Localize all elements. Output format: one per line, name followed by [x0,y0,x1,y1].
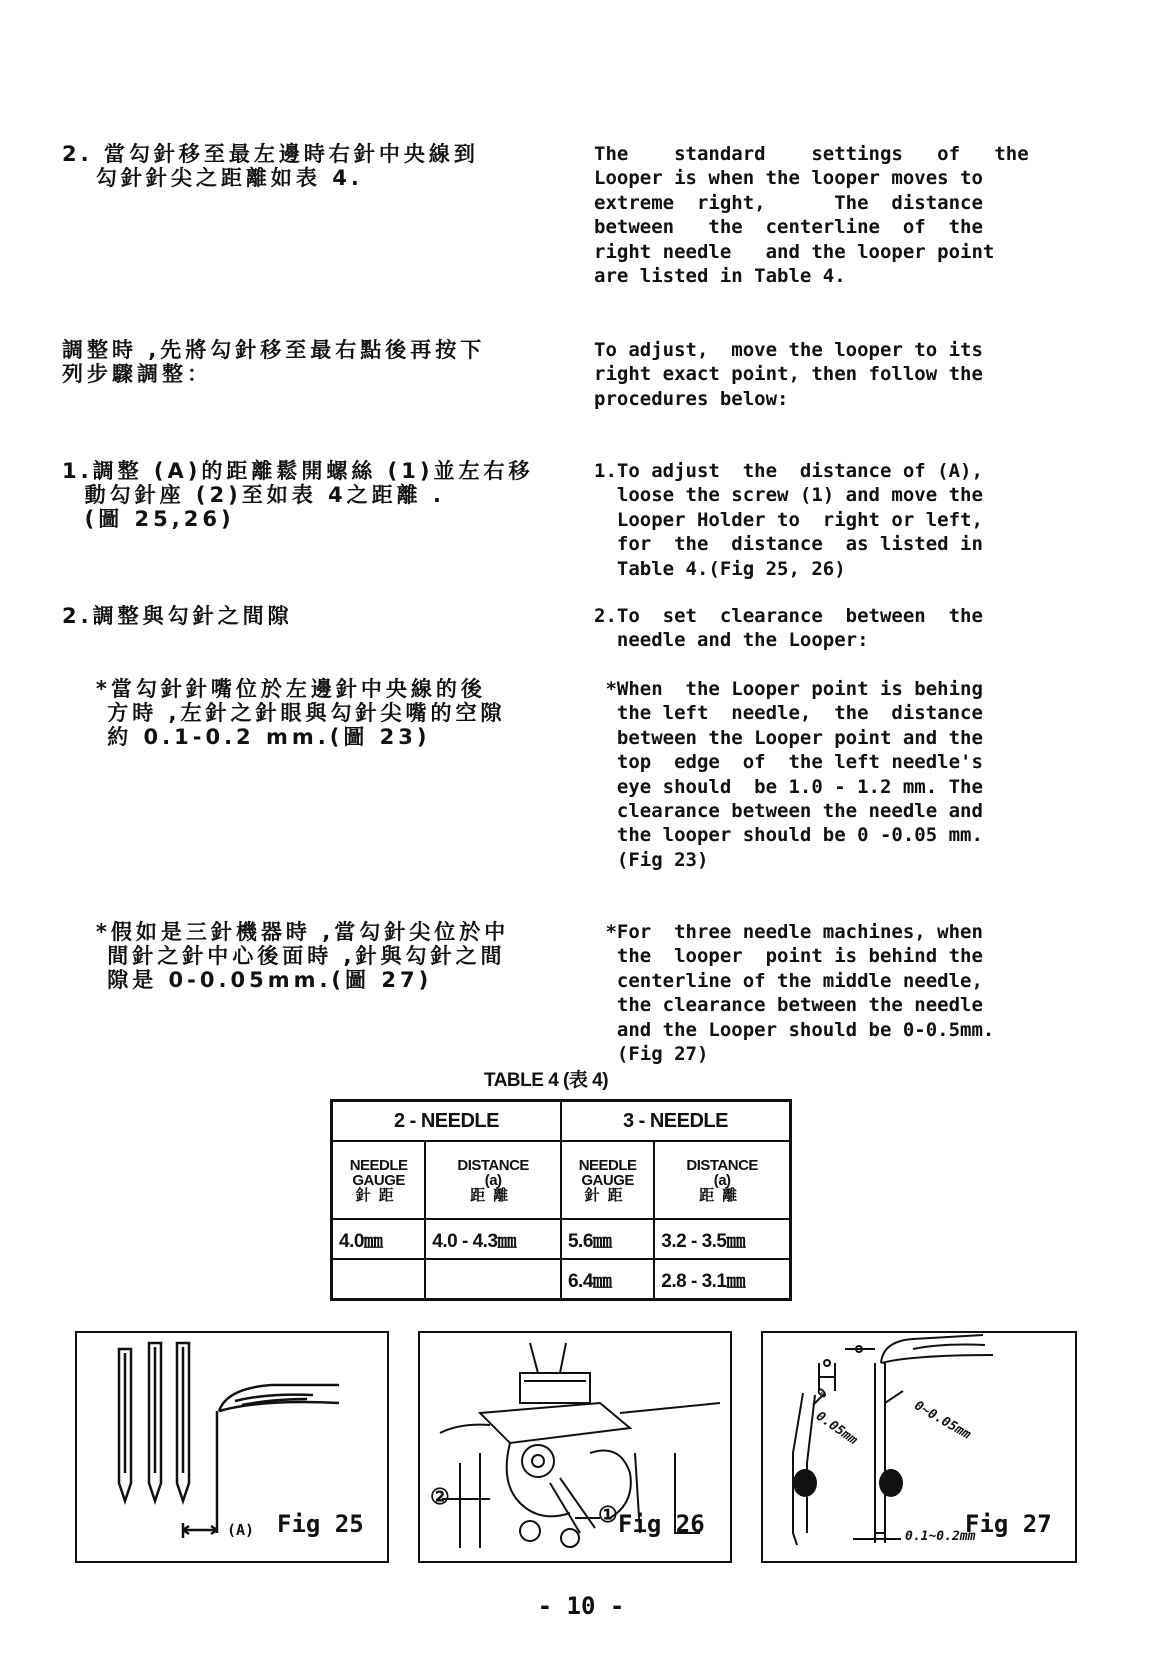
cell-distance-2 [425,1259,561,1300]
fig-26-marker-1: ① [598,1503,618,1528]
fig-25-marker-a: (A) [227,1521,255,1539]
cell-distance-3: 2.8 - 3.1㎜ [654,1259,790,1300]
section-5-en: *When the Looper point is behing the left needle, the distance between the Looper point and the top edge of the left needle's eye should be 1.0 - 1.2 mm. The clearance between the needle and the looper should be 0 -0.05 mm. (Fig 23) [605,678,983,871]
fig-27-label: Fig 27 [965,1510,1052,1538]
header-distance-3: DISTANCE (a) 距離 [654,1141,790,1219]
table-row [332,1259,791,1300]
section-3-zh: 1.調整 (A)的距離鬆開螺絲 (1)並左右移 動勾針座 (2)至如表 4之距離 . (圖 25,26) [62,459,534,531]
section-1-en: The standard settings of the Looper is when the looper moves to extreme right, The distance between the centerline of the right needle and the looper point are listed in Table 4. [594,143,1029,288]
section-5-zh: *當勾針針嘴位於左邊針中央線的後 方時 ,左針之針眼與勾針尖嘴的空隙 約 0.1-0.2 mm.(圖 23) [95,677,506,749]
group-header-2-needle: 2 - NEEDLE [332,1101,561,1142]
fig-27-dim-right: 0~0.05mm [911,1398,974,1443]
cell-gauge-3: 5.6㎜ [561,1219,654,1259]
fig-27-dim-left: 0.05mm [812,1408,861,1449]
cell-distance-2: 4.0 - 4.3㎜ [425,1219,561,1259]
table-caption: TABLE 4 (表 4) [484,1070,609,1091]
cell-gauge-2 [332,1259,426,1300]
header-needle-gauge-3: NEEDLE GAUGE 針距 [561,1141,654,1219]
group-header-3-needle: 3 - NEEDLE [561,1101,791,1142]
cell-distance-3: 3.2 - 3.5㎜ [654,1219,790,1259]
table-row [332,1219,791,1259]
section-2-zh: 調整時 ,先將勾針移至最右點後再按下 列步驟調整： [62,338,486,386]
table-4 [330,1099,792,1301]
cell-gauge-3: 6.4㎜ [561,1259,654,1300]
section-6-en: *For three needle machines, when the looper point is behind the centerline of the middle needle, the clearance between the needle and the Looper should be 0-0.5mm. (Fig 27) [605,921,995,1066]
section-2-en: To adjust, move the looper to its right exact point, then follow the procedures below: [594,339,983,410]
figure-26 [418,1331,732,1563]
fig-26-marker-2: ② [430,1485,450,1510]
section-4-zh: 2.調整與勾針之間隙 [62,604,293,628]
fig-27-dim-bottom: 0.1~0.2mm [905,1529,976,1544]
section-3-en: 1.To adjust the distance of (A), loose the screw (1) and move the Looper Holder to right or left, for the distance as listed in Table 4.(Fig 25, 26) [594,460,983,580]
header-needle-gauge-2: NEEDLE GAUGE 針距 [332,1141,426,1219]
section-1-zh: 2. 當勾針移至最左邊時右針中央線到 勾針針尖之距離如表 4. [62,142,479,190]
fig-26-label: Fig 26 [618,1510,705,1538]
figure-27 [761,1331,1077,1563]
section-6-zh: *假如是三針機器時 ,當勾針尖位於中 間針之針中心後面時 ,針與勾針之間 隙是 0-0.05mm.(圖 27) [95,920,510,992]
section-4-en: 2.To set clearance between the needle and the Looper: [594,605,983,652]
cell-gauge-2: 4.0㎜ [332,1219,426,1259]
fig-27-dim-zero: 0 [814,1385,832,1402]
page-number: - 10 - [537,1592,625,1620]
figure-25 [75,1331,389,1563]
header-distance-2: DISTANCE (a) 距離 [425,1141,561,1219]
fig-25-label: Fig 25 [277,1510,364,1538]
